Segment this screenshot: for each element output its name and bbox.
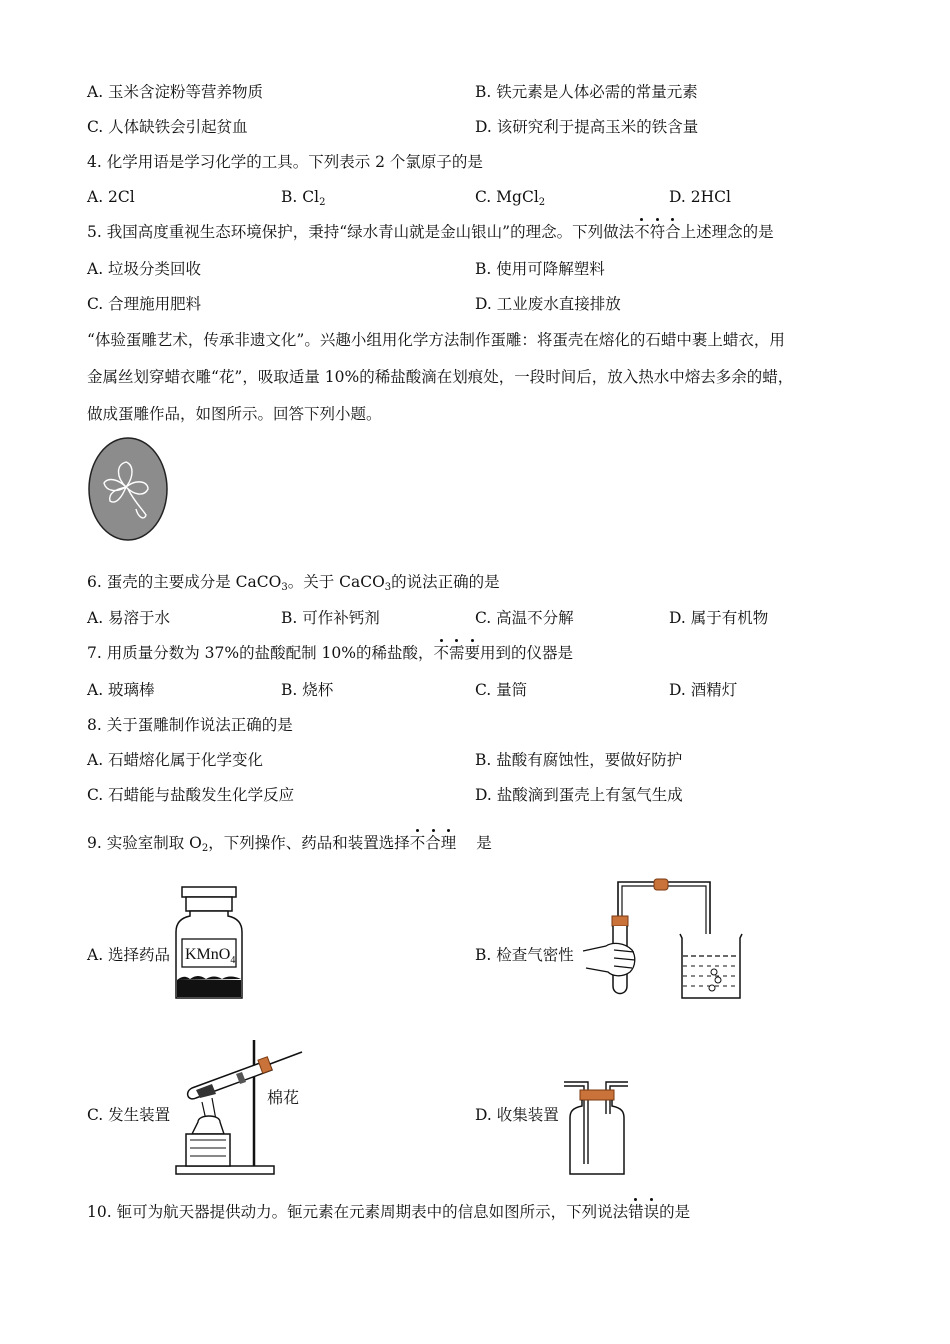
q3-option-b: B. 铁元素是人体必需的常量元素 — [475, 83, 698, 101]
q5-stem: 5. 我国高度重视生态环境保护，秉持“绿水青山就是金山银山”的理念。下列做法不符合上述理念的是 — [87, 223, 774, 241]
airtightness-check-figure — [578, 876, 748, 1004]
q9-option-b: B. 检查气密性 — [475, 946, 574, 964]
q6-option-b: B. 可作补钙剂 — [281, 609, 380, 627]
q8-stem: 8. 关于蛋雕制作说法正确的是 — [87, 716, 293, 734]
q6-stem: 6. 蛋壳的主要成分是 CaCO$_3$。关于 CaCO$_3$的说法正确的是 — [87, 573, 500, 593]
q4-stem: 4. 化学用语是学习化学的工具。下列表示 2 个氯原子的是 — [87, 153, 483, 171]
egg-carving-figure — [86, 435, 172, 545]
q6-option-c: C. 高温不分解 — [475, 609, 574, 627]
q5-option-c: C. 合理施用肥料 — [87, 295, 202, 313]
q9-option-c: C. 发生装置 — [87, 1106, 171, 1124]
q4-option-c: C. MgCl$_2$ — [475, 188, 546, 208]
passage-line-2: 金属丝划穿蜡衣雕“花”，吸取适量 10%的稀盐酸滴在划痕处，一段时间后，放入热水中熔去多余的蜡， — [87, 368, 794, 386]
q5-option-b: B. 使用可降解塑料 — [475, 260, 605, 278]
q7-option-a: A. 玻璃棒 — [87, 681, 155, 699]
q8-option-b: B. 盐酸有腐蚀性，要做好防护 — [475, 751, 683, 769]
passage-line-3: 做成蛋雕作品，如图所示。回答下列小题。 — [87, 405, 382, 423]
q6-option-d: D. 属于有机物 — [669, 609, 769, 627]
passage-line-1: “体验蛋雕艺术，传承非遗文化”。兴趣小组用化学方法制作蛋雕：将蛋壳在熔化的石蜡中裹上蜡衣，用 — [87, 331, 785, 349]
q7-option-c: C. 量筒 — [475, 681, 528, 699]
q3-option-c: C. 人体缺铁会引起贫血 — [87, 118, 248, 136]
q9-stem: 9. 实验室制取 $O_2$，下列操作、药品和装置选择不合理 是 — [87, 834, 492, 854]
q4-option-a: A. 2Cl — [87, 188, 135, 206]
q3-option-a: A. 玉米含淀粉等营养物质 — [87, 83, 264, 101]
q7-option-b: B. 烧杯 — [281, 681, 334, 699]
q3-option-d: D. 该研究利于提高玉米的铁含量 — [475, 118, 699, 136]
q5-option-d: D. 工业废水直接排放 — [475, 295, 621, 313]
q9-option-d: D. 收集装置 — [475, 1106, 559, 1124]
q4-option-b: B. $Cl_2$ — [281, 188, 326, 208]
q7-option-d: D. 酒精灯 — [669, 681, 738, 699]
q8-option-d: D. 盐酸滴到蛋壳上有氢气生成 — [475, 786, 683, 804]
q10-stem: 10. 钷可为航天器提供动力。钷元素在元素周期表中的信息如图所示，下列说法错误的是 — [87, 1203, 691, 1221]
q7-stem: 7. 用质量分数为 37%的盐酸配制 10%的稀盐酸，不需要用到的仪器是 — [87, 644, 574, 662]
q9-option-a: A. 选择药品 — [87, 946, 171, 964]
q8-option-c: C. 石蜡能与盐酸发生化学反应 — [87, 786, 295, 804]
reagent-bottle-figure — [172, 884, 248, 1002]
cotton-label: 棉花 — [267, 1090, 300, 1107]
q6-option-a: A. 易溶于水 — [87, 609, 171, 627]
collection-apparatus-figure — [562, 1074, 632, 1178]
q8-option-a: A. 石蜡熔化属于化学变化 — [87, 751, 264, 769]
generation-apparatus-figure — [172, 1024, 307, 1176]
bottle-label: KMnO$_4$ — [185, 946, 236, 966]
q5-option-a: A. 垃圾分类回收 — [87, 260, 202, 278]
q4-option-d: D. 2HCl — [669, 188, 731, 206]
